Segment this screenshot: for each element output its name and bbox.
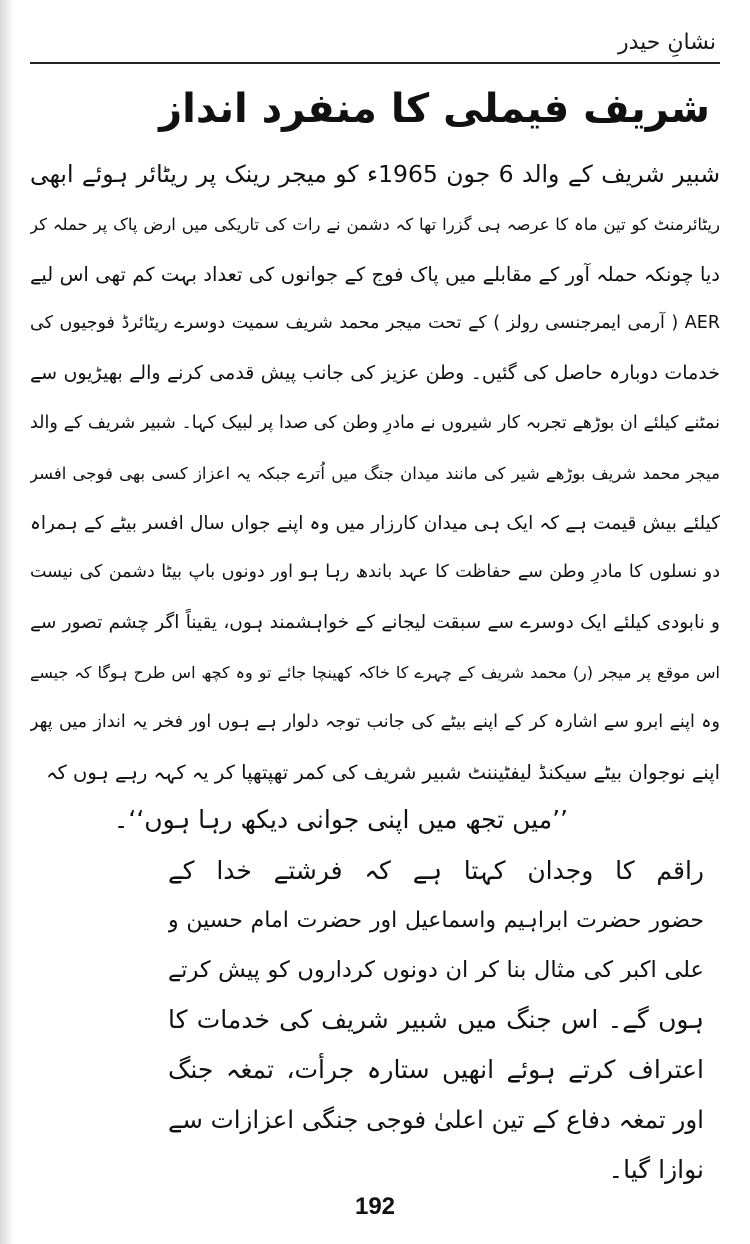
header-rule [30,62,720,64]
paragraph-line: ریٹائرمنٹ کو تین ماہ کا عرصہ ہی گزرا تھا کہ دشمن نے رات کی تاریکی میں ارض پاک پر حملہ کر [30,214,720,234]
paragraph-line: اس موقع پر میجر (ر) محمد شریف کے چہرے کا خاکہ کھینچا جائے تو وہ کچھ اس طرح ہوگا کہ جیسے [30,662,720,682]
tribute-paragraph [168,846,704,1195]
tribute-line: علی اکبر کی مثال بنا کر ان دونوں کرداروں کو پیش کرتے [168,956,704,983]
page-number: 192 [354,1193,396,1220]
paragraph-line: وہ اپنے ابرو سے اشارہ کر کے اپنے بیٹے کی جانب توجہ دلوار ہے ہوں اور فخر یہ انداز میں پھر [30,711,720,732]
tribute-line: حضور حضرت ابراہیم واسماعیل اور حضرت امام حسین و [168,907,704,933]
paragraph-line: خدمات دوبارہ حاصل کی گئیں۔ وطن عزیز کی جانب پیش قدمی کرنے والے بھیڑیوں سے [30,362,720,385]
tribute-line: نوازا گیا۔ [608,1154,704,1184]
paragraph-line: میجر محمد شریف بوڑھے شیر کی مانند میدان جنگ میں اُترے جبکہ یہ اعزاز کسی بھی فوجی افسر [30,463,720,483]
tribute-line: اور تمغہ دفاع کے تین اعلیٰ فوجی جنگی اعزازات سے [168,1104,704,1134]
running-header: نشانِ حیدر [617,30,716,55]
tribute-line: راقم کا وجدان کہتا ہے کہ فرشتے خدا کے [168,856,704,885]
paragraph-line: دیا چونکہ حملہ آور کے مقابلے میں پاک فوج کے جوانوں کی تعداد بہت کم تھی اس لیے [30,262,720,286]
paragraph-line: کیلئے بیش قیمت ہے کہ ایک ہی میدان کارزار میں وہ اپنے جواں سال افسر بیٹے کے ہمراہ [30,512,720,534]
paragraph-line: AER ( آرمی ایمرجنسی رولز ) کے تحت میجر محمد شریف سمیت دوسرے ریٹائرڈ فوجیوں کی [30,313,720,334]
quote: ’’میں تجھ میں اپنی جوانی دیکھ رہا ہوں‘‘۔ [113,805,568,834]
tribute-line: ہوں گے۔ اس جنگ میں شبیر شریف کی خدمات کا [168,1005,704,1035]
paragraph-line: اپنے نوجوان بیٹے سیکنڈ لیفٹیننٹ شبیر شریف کی کمر تھپتھپا کر یہ کہہ رہے ہوں کہ [46,760,720,784]
paragraph-line: نمٹنے کیلئے ان بوڑھے تجربہ کار شیروں نے مادرِ وطن کی صدا پر لبیک کہا۔ شبیر شریف کے والد [30,412,720,433]
page-edge-shadow [0,0,14,1244]
paragraph-line: شبیر شریف کے والد 6 جون 1965ء کو میجر رینک پر ریٹائر ہوئے ابھی [30,160,720,188]
chapter-title: شریف فیملی کا منفرد انداز [159,86,710,132]
body-paragraph [30,150,720,797]
paragraph-line: و نابودی کیلئے ایک دوسرے سے سبقت لیجانے کے خواہشمند ہوں، یقیناً اگر چشم تصور سے [30,612,720,634]
tribute-line: اعتراف کرتے ہوئے انھیں ستارہ جرأت، تمغہ جنگ [168,1055,704,1085]
paragraph-line: دو نسلوں کا مادرِ وطن سے حفاظت کا عہد باندھ رہا ہو اور دونوں باپ بیٹا دشمن کی نیست [30,562,720,583]
